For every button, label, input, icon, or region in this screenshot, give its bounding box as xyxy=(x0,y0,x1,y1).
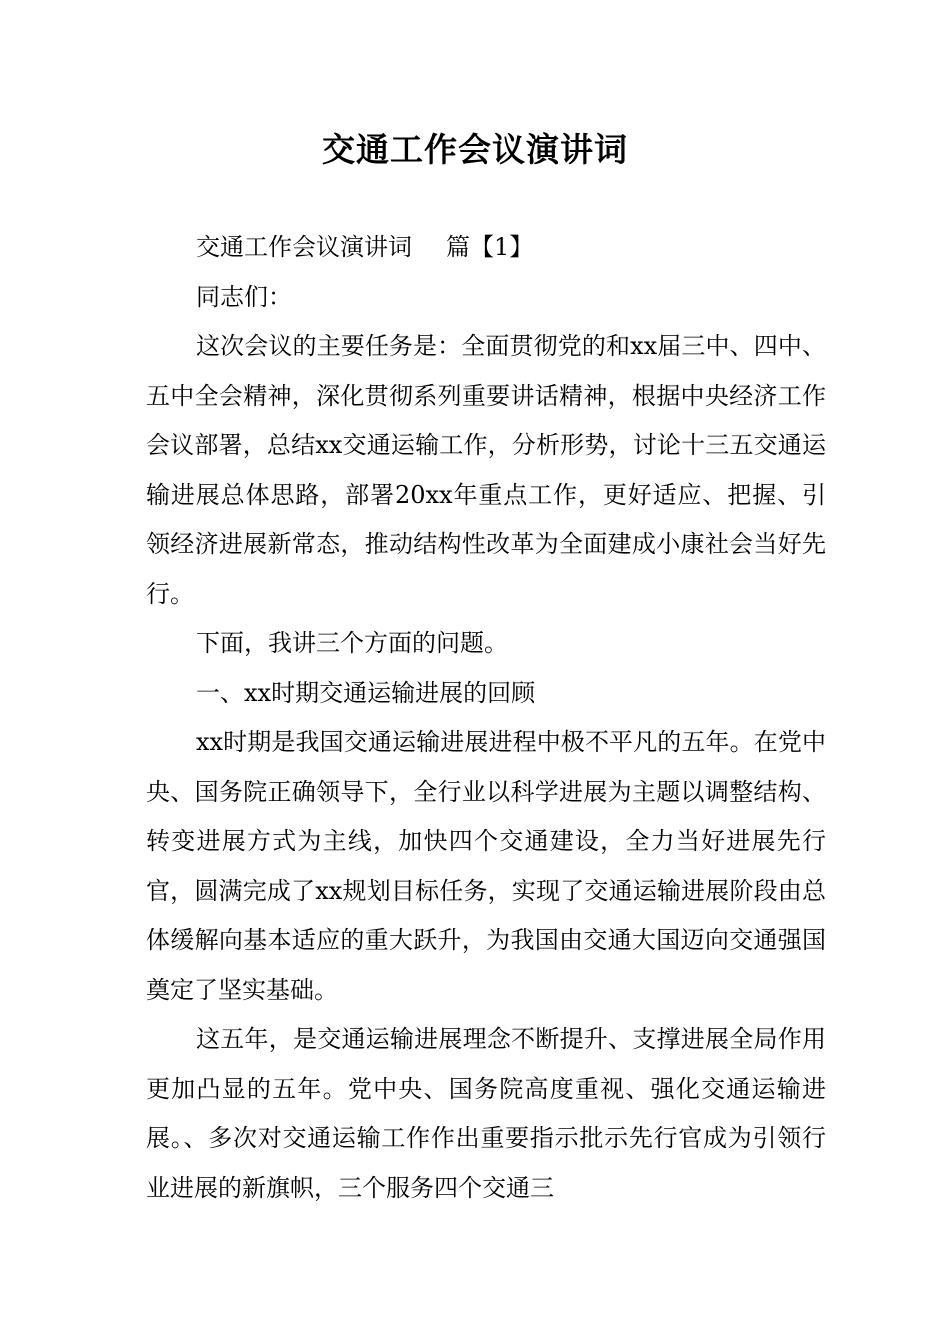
subtitle-text: 交通工作会议演讲词 xyxy=(196,233,412,261)
paragraph: 这次会议的主要任务是：全面贯彻党的和xx届三中、四中、五中全会精神，深化贯彻系列重要讲话精神，根据中央经济工作会议部署，总结xx交通运输工作，分析形势，讨论十三五交通运输进展总体思路，部署20xx年重点工作，更好适应、把握、引领经济进展新常态，推动结构性改革为全面建成小康社会当好先行。 xyxy=(146,332,826,608)
section-heading: 一、xx时期交通运输进展的回顾 xyxy=(196,678,536,707)
document-body xyxy=(146,223,826,1213)
document-title: 交通工作会议演讲词 xyxy=(322,130,628,169)
subtitle-part: 篇【1】 xyxy=(446,233,534,261)
paragraph: 同志们： xyxy=(196,282,292,311)
paragraph: xx时期是我国交通运输进展进程中极不平凡的五年。在党中央、国务院正确领导下，全行业以科学进展为主题以调整结构、转变进展方式为主线，加快四个交通建设，全力当好进展先行官，圆满完成了xx规划目标任务，实现了交通运输进展阶段由总体缓解向基本适应的重大跃升，为我国由交通大国迈向交通强国奠定了坚实基础。 xyxy=(146,728,826,1004)
paragraph: 这五年，是交通运输进展理念不断提升、支撑进展全局作用更加凸显的五年。党中央、国务院高度重视、强化交通运输进展。、多次对交通运输工作作出重要指示批示先行官成为引领行业进展的新旗帜，三个服务四个交通三 xyxy=(146,1025,826,1202)
paragraph: 下面，我讲三个方面的问题。 xyxy=(196,629,508,657)
subtitle-line xyxy=(146,223,826,273)
